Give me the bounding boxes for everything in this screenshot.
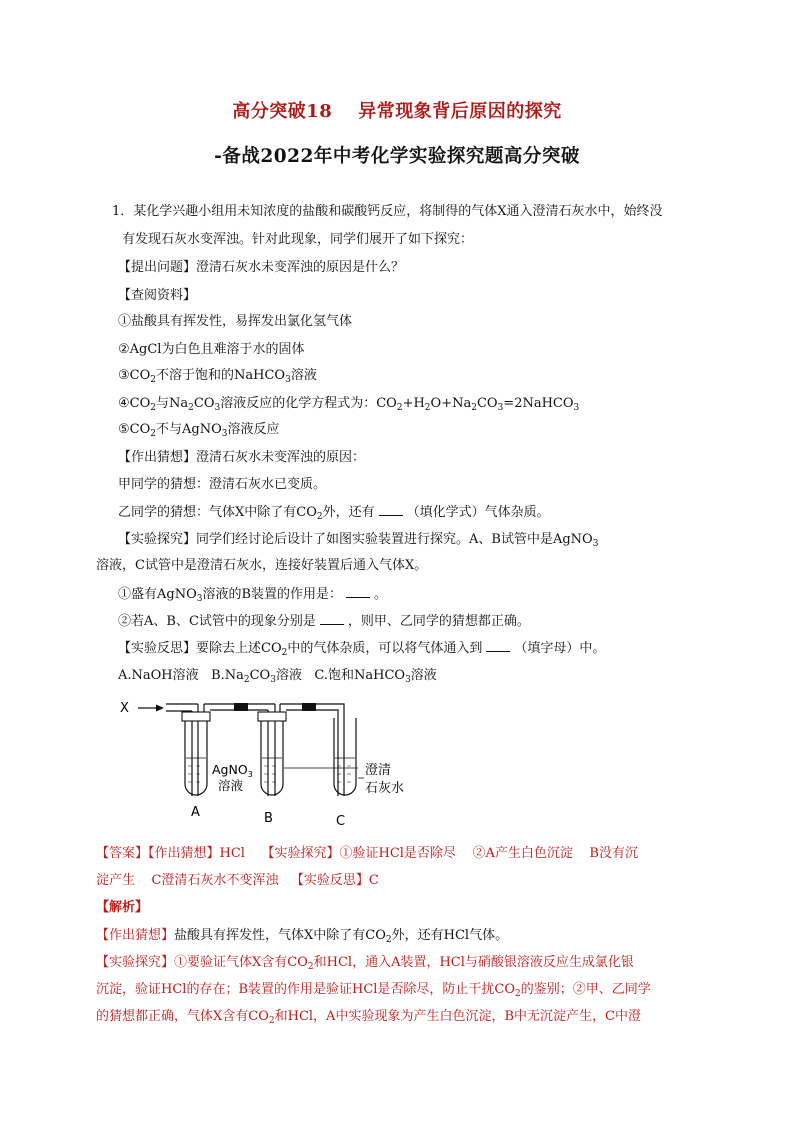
lime-label-2: 石灰水: [365, 781, 405, 796]
connector-ab-right: [248, 704, 275, 710]
arrow-head: [156, 705, 164, 712]
tube-label-c: C: [336, 814, 346, 829]
answer-line-2: 淀产生 C澄清石灰水不变浑浊 【实验反思】C: [96, 873, 379, 888]
tube-label-a: A: [191, 805, 200, 820]
liquid-lines-b: [264, 766, 276, 782]
rubber-joint-ab: [234, 703, 248, 711]
rubber-joint-bc: [302, 703, 316, 711]
q1-options: A.NaOH溶液 $B.Na_2CO_3$溶液 C.饱和NaHCO$_3$溶液: [118, 668, 437, 685]
page-title: 高分突破18 异常现象背后原因的探究: [232, 101, 562, 122]
answer-blank: [320, 612, 344, 625]
analysis-line-2: 【实验探究】①要验证气体X含有$CO_2$和HCl，通入A装置，HCl与硝酸银溶液反应生成氯化银: [96, 955, 634, 972]
q1-line-13: 【实验探究】同学们经讨论后设计了如图实验装置进行探究。A、B试管中是AgNO$_3$: [118, 532, 599, 549]
stopper-b: [258, 712, 286, 721]
analysis-line-3: 沉淀，验证HCl的存在；B装置的作用是验证HCl是否除尽，防止干扰$CO_2$的鉴别；②甲、乙同学: [96, 982, 651, 999]
answer-blank: [486, 639, 510, 652]
answer-line-1: 【答案】【作出猜想】HCl 【实验探究】①验证HCl是否除尽 ②A产生白色沉淀 B没有沉: [96, 846, 638, 861]
q1-line-7: $③CO_2$不溶于饱和的NaHCO$_3$溶液: [118, 368, 317, 385]
analysis-line-1: 【作出猜想】盐酸具有挥发性，气体X中除了有$CO_2$外，还有HCl气体。: [96, 928, 509, 945]
stopper-a: [182, 712, 210, 721]
tube-label-b: B: [264, 811, 273, 826]
q1-line-9: $⑤CO_2$不与AgNO$_3$溶液反应: [118, 422, 280, 439]
analysis-line-4: 的猜想都正确，气体X含有$CO_2$和HCl，A中实验现象为产生白色沉淀，B中无沉淀产生，C中澄: [96, 1009, 641, 1026]
q1-line-12: 乙同学的猜想：气体X中除了有$CO_2$外，还有 （填化学式）气体杂质。: [118, 505, 550, 522]
q1-line-8: $④CO_2$与$Na_2CO_3$溶液反应的化学方程式为：$CO_2+H_2O+Na_2CO_3=2NaHCO_3$: [118, 396, 580, 413]
page-subtitle: -备战2022年中考化学实验探究题高分突破: [214, 146, 580, 167]
inlet-tube: [166, 704, 198, 711]
solution-label: 溶液: [218, 778, 244, 793]
q1-line-5: ①盐酸具有挥发性，易挥发出氯化氢气体: [118, 314, 353, 329]
agno3-label: AgNO$_3$: [212, 762, 253, 779]
answer-blank: [346, 585, 370, 598]
q1-line-3: 【提出问题】澄清石灰水未变浑浊的原因是什么？: [118, 260, 405, 275]
q1-line-10: 【作出猜想】澄清石灰水未变浑浊的原因：: [118, 450, 366, 465]
q1-line-11: 甲同学的猜想：澄清石灰水已变质。: [118, 477, 327, 492]
lime-label-1: 澄清: [365, 763, 392, 778]
analysis-head: 【解析】: [96, 900, 149, 915]
gas-x-label: X: [120, 701, 129, 716]
q1-line-17: 【实验反思】要除去上述$CO_2$中的气体杂质，可以将气体通入到 （填字母）中。: [118, 641, 606, 658]
apparatus-diagram: [112, 692, 442, 832]
test-tube-c: [334, 718, 356, 795]
q1-line-4: 【查阅资料】: [118, 288, 197, 303]
q1-line-1: 1．某化学兴趣小组用未知浓度的盐酸和碳酸钙反应，将制得的气体X通入澄清石灰水中，始终没: [112, 204, 663, 219]
q1-line-6: ②AgCl为白色且难溶于水的固体: [118, 342, 305, 357]
q1-line-15: ①盛有AgNO$_3$溶液的B装置的作用是： 。: [118, 587, 388, 604]
q1-line-14: 溶液，C试管中是澄清石灰水，连接好装置后通入气体X。: [96, 558, 428, 573]
answer-blank: [379, 503, 403, 516]
q1-line-2: 有发现石灰水变浑浊。针对此现象，同学们展开了如下探究：: [122, 232, 474, 247]
q1-line-16: ②若A、B、C试管中的现象分别是 ，则甲、乙同学的猜想都正确。: [118, 614, 530, 629]
